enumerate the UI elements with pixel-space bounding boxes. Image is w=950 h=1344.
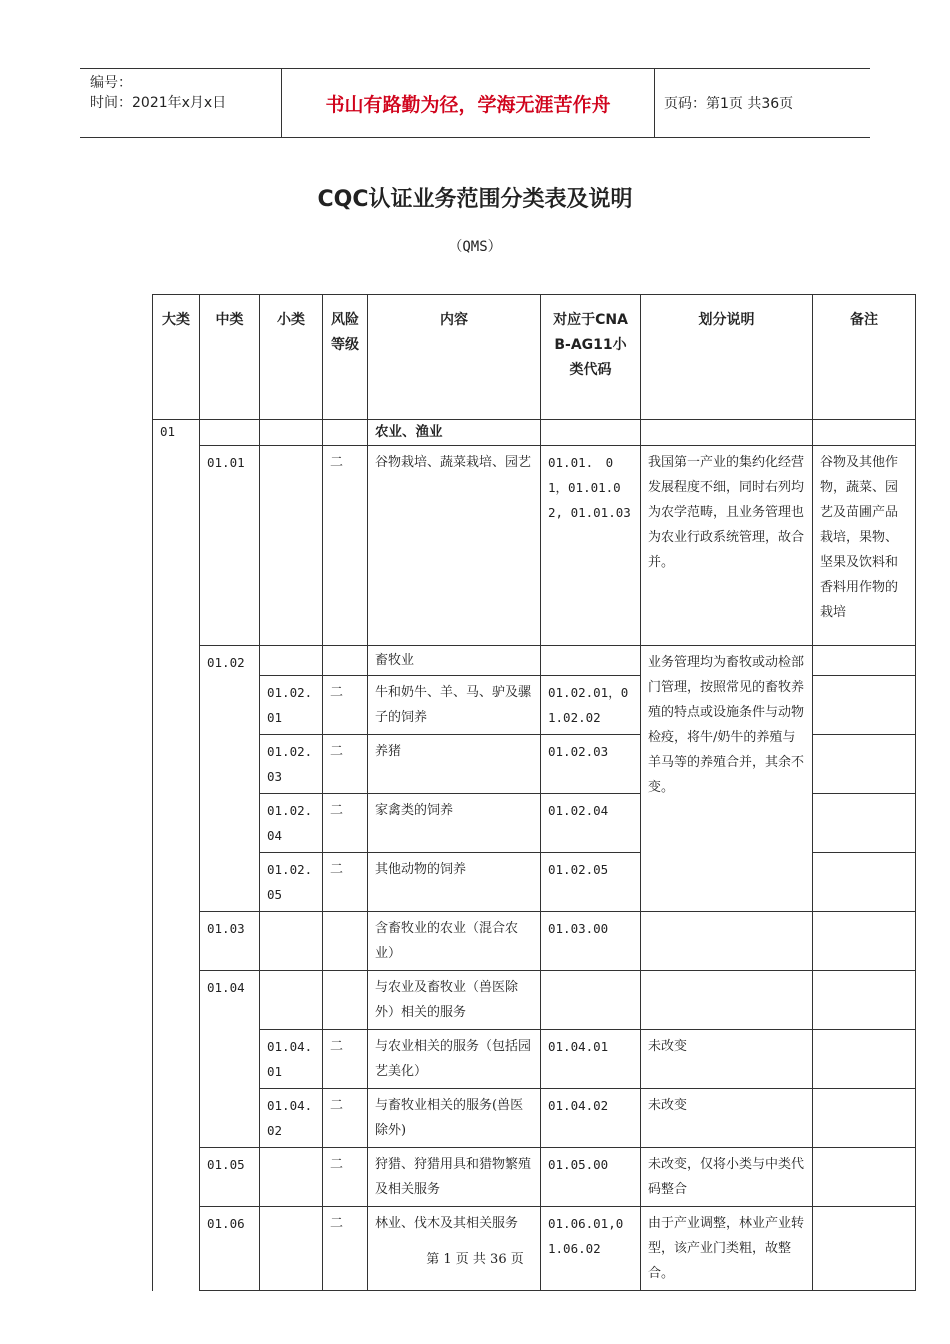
note-cell: 由于产业调整，林业产业转型，该产业门类粗，故整合。 [641,1207,813,1291]
content-cell: 与畜牧业相关的服务(兽医除外) [368,1089,541,1148]
document-subtitle: （QMS） [448,239,502,255]
col-header: 风险等级 [323,295,368,420]
risk-level: 二 [323,1089,368,1148]
table-row [153,446,916,646]
header-page-info: 页码：第1页 共36页 [664,96,794,112]
content-cell: 与农业及畜牧业（兽医除外）相关的服务 [368,971,541,1030]
content-cell: 含畜牧业的农业（混合农业） [368,912,541,971]
mid-code: 01.01 [200,446,260,646]
mid-code: 01.06 [200,1207,260,1291]
cnab-code: 01.02.01，01.02.02 [541,676,641,735]
cnab-code: 01.04.01 [541,1030,641,1089]
table-row [153,912,916,971]
document-title: CQC认证业务范围分类表及说明 [317,187,633,212]
table-row [153,1148,916,1207]
content-cell: 牛和奶牛、羊、马、驴及骡子的饲养 [368,676,541,735]
cnab-code: 01.02.04 [541,794,641,853]
risk-level: 二 [323,1030,368,1089]
table-row [153,1030,916,1089]
small-code: 01.02.04 [260,794,323,853]
cnab-code: 01.06.01,01.06.02 [541,1207,641,1291]
table-header-row [153,295,916,420]
risk-level: 二 [323,676,368,735]
small-code: 01.02.03 [260,735,323,794]
cnab-code: 01.03.00 [541,912,641,971]
note-cell: 未改变 [641,1089,813,1148]
risk-level: 二 [323,1207,368,1291]
header-meta [90,73,280,113]
small-code: 01.02.01 [260,676,323,735]
content-cell: 家禽类的饲养 [368,794,541,853]
table-row [153,1089,916,1148]
mid-code: 01.05 [200,1148,260,1207]
page-header [80,68,870,138]
risk-level: 二 [323,853,368,912]
page-footer: 第 1 页 共 36 页 [426,1252,524,1267]
note-cell: 业务管理均为畜牧或动检部门管理，按照常见的畜牧养殖的特点或设施条件与动物检疫，将牛/奶牛的养殖与羊马等的养殖合并，其余不变。 [641,646,813,912]
col-header: 划分说明 [641,295,813,420]
note-cell: 未改变 [641,1030,813,1089]
small-code: 01.04.01 [260,1030,323,1089]
col-header: 大类 [153,295,200,420]
big-code: 01 [153,420,200,1291]
content-cell: 林业、伐木及其相关服务 [368,1207,541,1291]
cnab-code: 01.02.05 [541,853,641,912]
mid-code: 01.02 [200,646,260,912]
small-code: 01.04.02 [260,1089,323,1148]
small-code: 01.02.05 [260,853,323,912]
note-cell: 未改变，仅将小类与中类代码整合 [641,1148,813,1207]
col-header: 内容 [368,295,541,420]
col-header: 对应于CNAB-AG11小类代码 [541,295,641,420]
content-cell: 狩猎、狩猎用具和猎物繁殖及相关服务 [368,1148,541,1207]
content-cell: 其他动物的饲养 [368,853,541,912]
col-header: 备注 [813,295,916,420]
risk-level: 二 [323,735,368,794]
risk-level: 二 [323,794,368,853]
number-label: 编号： [90,75,132,91]
table-row [153,646,916,676]
cnab-code: 01.01. 01，01.01.02, 01.01.03 [541,446,641,646]
cnab-code: 01.02.03 [541,735,641,794]
table-row [153,420,916,446]
mid-code: 01.04 [200,971,260,1148]
content-cell: 养猪 [368,735,541,794]
big-content: 农业、渔业 [368,420,541,446]
risk-level: 二 [323,1148,368,1207]
mid-code: 01.03 [200,912,260,971]
note-cell: 我国第一产业的集约化经营发展程度不细，同时右列均为农学范畴，且业务管理也为农业行政系统管理，故合并。 [641,446,813,646]
col-header: 小类 [260,295,323,420]
col-header: 中类 [200,295,260,420]
table-row [153,971,916,1030]
cnab-code: 01.04.02 [541,1089,641,1148]
header-motto: 书山有路勤为径，学海无涯苦作舟 [281,69,655,137]
content-cell: 谷物栽培、蔬菜栽培、园艺 [368,446,541,646]
risk-level: 二 [323,446,368,646]
classification-table [152,294,916,1291]
cnab-code: 01.05.00 [541,1148,641,1207]
content-cell: 畜牧业 [368,646,541,676]
remark-cell: 谷物及其他作物，蔬菜、园艺及苗圃产品栽培，果物、坚果及饮料和香料用作物的栽培 [813,446,916,646]
date-label: 时间：2021年x月x日 [90,95,227,111]
content-cell: 与农业相关的服务（包括园艺美化） [368,1030,541,1089]
